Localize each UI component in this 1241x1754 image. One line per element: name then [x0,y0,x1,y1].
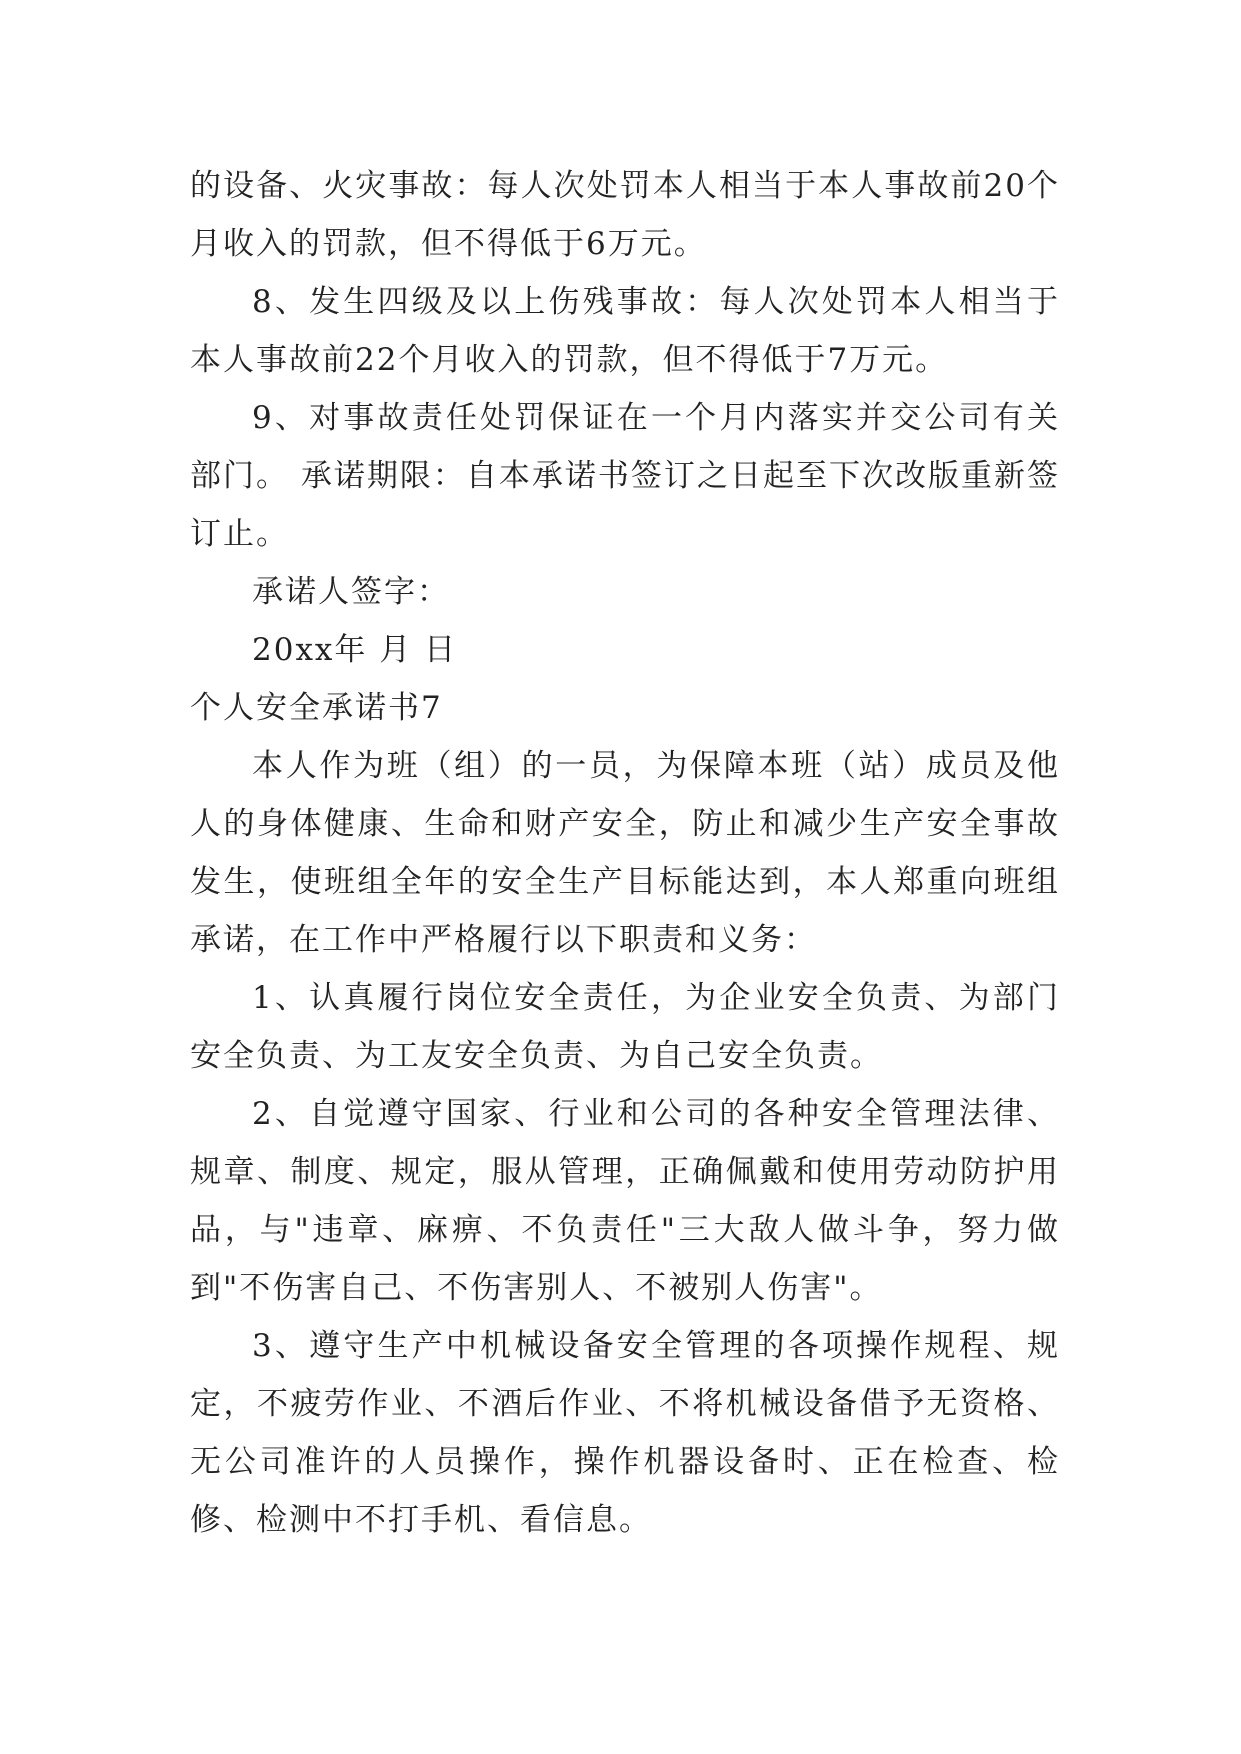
paragraph-intro: 本人作为班（组）的一员，为保障本班（站）成员及他人的身体健康、生命和财产安全，防止和减少生产安全事故发生，使班组全年的安全生产目标能达到，本人郑重向班组承诺，在工作中严格履行以下职责和义务： [190,748,1060,958]
paragraph-item-2: 2、自觉遵守国家、行业和公司的各种安全管理法律、规章、制度、规定，服从管理，正确佩戴和使用劳动防护用品，与"违章、麻痹、不负责任"三大敌人做斗争，努力做到"不伤害自己、不伤害别人、不被别人伤害"。 [190,1096,1060,1306]
paragraph-item-1: 1、认真履行岗位安全责任，为企业安全负责、为部门安全负责、为工友安全负责、为自己安全负责。 [190,980,1060,1074]
date-line: 20xx年 月 日 [252,632,458,668]
paragraph-item-9: 9、对事故责任处罚保证在一个月内落实并交公司有关部门。 承诺期限：自本承诺书签订之日起至下次改版重新签订止。 [190,400,1060,552]
section-title: 个人安全承诺书7 [190,690,443,726]
paragraph-accident-penalty-continued: 的设备、火灾事故：每人次处罚本人相当于本人事故前20个月收入的罚款，但不得低于6万元。 [190,168,1060,262]
paragraph-item-3: 3、遵守生产中机械设备安全管理的各项操作规程、规定，不疲劳作业、不酒后作业、不将机械设备借予无资格、无公司准许的人员操作，操作机器设备时、正在检查、检修、检测中不打手机、看信息。 [190,1328,1060,1538]
signature-line: 承诺人签字： [252,574,450,610]
document-body [190,157,1060,1549]
paragraph-item-8: 8、发生四级及以上伤残事故：每人次处罚本人相当于本人事故前22个月收入的罚款，但不得低于7万元。 [190,284,1060,378]
